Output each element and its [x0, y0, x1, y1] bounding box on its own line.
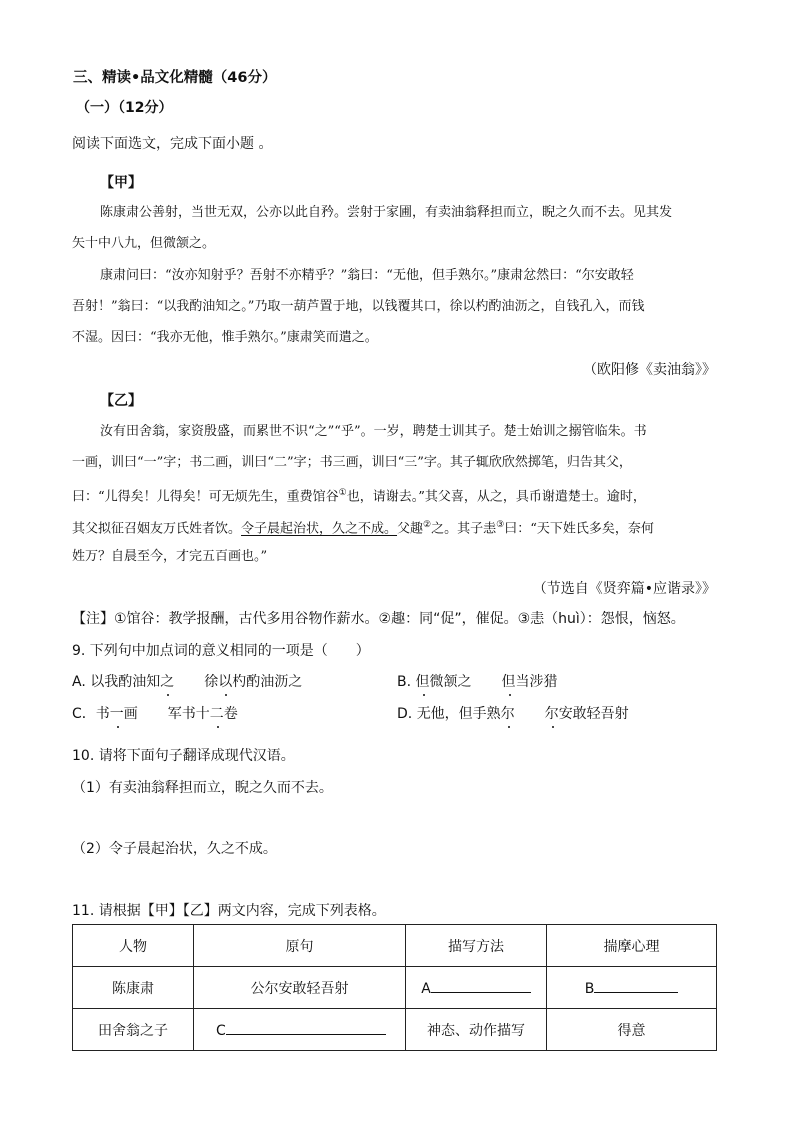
header-mind: 揣摩心理: [547, 925, 717, 967]
question-9-stem: 9. 下列句中加点词的意义相同的一项是（ ）: [72, 643, 370, 659]
footnote-marker-3: ③: [496, 520, 505, 530]
cell-mind-blank[interactable]: B: [547, 967, 717, 1009]
cell-person: 陈康肃: [73, 967, 194, 1009]
header-quote: 原句: [194, 925, 406, 967]
underlined-sentence: 令子晨起治状，久之不成。: [241, 521, 398, 537]
passage-jia-p2-line3: 不湿。因曰：“我亦无他，惟手熟尔。”康肃笑而遣之。: [72, 330, 378, 345]
question-11-stem: 11. 请根据【甲】【乙】两文内容，完成下列表格。: [72, 903, 386, 919]
footnotes: 【注】①馆谷：教学报酬，古代多用谷物作薪水。②趣：同“促”，催促。③恚（huì）：怨恨，恼怒。: [72, 611, 685, 627]
passage-jia-source: （欧阳修《卖油翁》》: [583, 362, 716, 378]
passage-yi-line1: 汝有田舍翁，家资殷盛，而累世不识“之”“乎”。一岁，聘楚士训其子。楚士始训之搦管临朱。书: [100, 424, 647, 439]
reading-instruction: 阅读下面选文，完成下面小题 。: [72, 136, 273, 152]
passage-jia-p2-line1: 康肃问曰：“汝亦知射乎？吾射不亦精乎？”翁曰：“无他，但手熟尔。”康肃忿然曰：“尔安敢轻: [100, 268, 634, 283]
passage-jia-p1-line2: 矢十中八九，但微颔之。: [72, 236, 216, 251]
q9-option-b: B. 但微颔之 但当涉猎: [397, 674, 558, 690]
q9-option-a: A. 以我酌油知之 徐以杓酌油沥之: [72, 674, 303, 690]
question-10-sentence-1: （1）有卖油翁释担而立，睨之久而不去。: [72, 780, 333, 796]
cell-method-blank[interactable]: A: [406, 967, 547, 1009]
header-person: 人物: [73, 925, 194, 967]
passage-yi-tag: 【乙】: [100, 393, 142, 409]
q9-option-d: D. 无他，但手熟尔 尔安敢轻吾射: [397, 706, 629, 722]
cell-quote: 公尔安敢轻吾射: [194, 967, 406, 1009]
passage-yi-line3: 曰：“儿得矣！儿得矣！可无烦先生，重费馆谷①也，请谢去。”其父喜，从之，具币谢遣楚士。逾时，: [72, 488, 646, 505]
cell-person: 田舍翁之子: [73, 1009, 194, 1051]
footnote-marker-1: ①: [338, 488, 347, 498]
passage-yi-line2: 一画，训曰“一”字；书二画，训曰“二”字；书三画，训曰“三”字。其子辄欣欣然掷笔，归告其父，: [72, 455, 632, 470]
answer-table: [72, 924, 717, 1051]
subsection-title: （一）（12分）: [76, 100, 173, 116]
passage-jia-tag: 【甲】: [100, 175, 142, 191]
header-method: 描写方法: [406, 925, 547, 967]
table-header-row: [73, 925, 717, 967]
cell-mind: 得意: [547, 1009, 717, 1051]
passage-jia-p1-line1: 陈康肃公善射，当世无双，公亦以此自矜。尝射于家圃，有卖油翁释担而立，睨之久而不去。见其发: [100, 205, 673, 220]
passage-yi-line4: 其父拟征召姻友万氏姓者饮。令子晨起治状，久之不成。父趣②之。其子恚③曰：“天下姓氏多矣，奈何: [72, 520, 654, 537]
question-10-sentence-2: （2）令子晨起治状，久之不成。: [72, 841, 277, 857]
passage-yi-source: （节选自《贤弈篇•应谐录》》: [532, 581, 716, 597]
footnote-marker-2: ②: [423, 520, 432, 530]
question-10-stem: 10. 请将下面句子翻译成现代汉语。: [72, 748, 295, 764]
table-row: [73, 1009, 717, 1051]
section-title: 三、精读•品文化精髓（46分）: [73, 70, 277, 86]
cell-quote-blank[interactable]: C: [194, 1009, 406, 1051]
table-row: [73, 967, 717, 1009]
passage-jia-p2-line2: 吾射！”翁曰：“以我酌油知之。”乃取一葫芦置于地，以钱覆其口，徐以杓酌油沥之，自钱孔入，而钱: [72, 299, 645, 314]
passage-yi-line5: 姓万？自晨至今，才完五百画也。”: [72, 549, 268, 564]
cell-method: 神态、动作描写: [406, 1009, 547, 1051]
q9-option-c: C．书一画 军书十二卷: [72, 706, 238, 722]
